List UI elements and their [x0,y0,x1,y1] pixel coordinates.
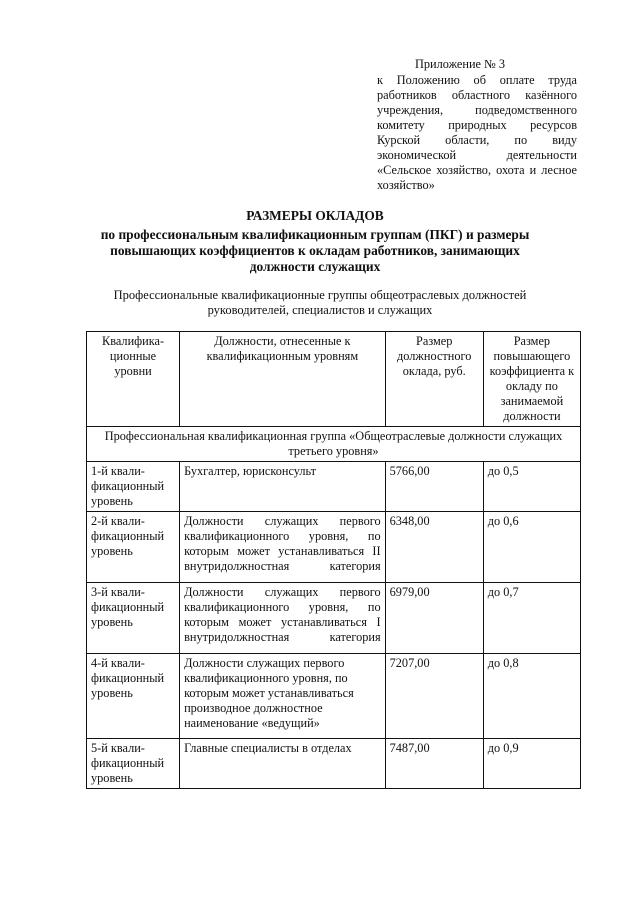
group-title: Профессиональная квалификационная группа «Общеотраслевые должности служащих третьего уровня» [87,427,581,462]
level-cell: 3-й квали-фикационный уровень [87,583,180,654]
coefficient-cell: до 0,8 [483,654,580,739]
table-row [87,739,581,789]
header-levels: Квалифика-ционные уровни [87,332,180,427]
positions-cell: Должности служащих первого квалификационного уровня, по которым может устанавливаться II внутридолжностная категория [180,512,386,583]
table-row [87,512,581,583]
table-row [87,462,581,512]
salary-cell: 6348,00 [385,512,483,583]
level-cell: 2-й квали-фикационный уровень [87,512,180,583]
positions-cell: Бухгалтер, юрисконсульт [180,462,386,512]
appendix-title: Приложение № 3 [415,57,506,71]
section-subtitle: Профессиональные квалификационные группы общеотраслевых должностей руководителей, специалистов и служащих [113,288,527,317]
salary-cell: 7207,00 [385,654,483,739]
header-positions: Должности, отнесенные к квалификационным уровням [180,332,386,427]
appendix-body: к Положению об оплате труда работников областного казённого учреждения, подведомственного комитету природных ресурсов Курской области, по виду экономической деятельности «Сельское хозяйство, охота и лесное хозяйство» [377,73,577,192]
coefficient-cell: до 0,5 [483,462,580,512]
document-title [90,208,540,275]
positions-cell: Главные специалисты в отделах [180,739,386,789]
header-coefficient: Размер повышающего коэффициента к окладу по занимаемой должности [483,332,580,427]
group-row [87,427,581,462]
table-header-row [87,332,581,427]
salary-cell: 6979,00 [385,583,483,654]
salary-cell: 5766,00 [385,462,483,512]
coefficient-cell: до 0,9 [483,739,580,789]
salary-table [86,331,581,789]
coefficient-cell: до 0,7 [483,583,580,654]
salary-cell: 7487,00 [385,739,483,789]
positions-cell: Должности служащих первого квалификационного уровня, по которым может устанавливаться I внутридолжностная категория [180,583,386,654]
title-line-2: по профессиональным квалификационным группам (ПКГ) и размеры повышающих коэффициентов к окладам работников, занимающих должности служащих [100,227,530,274]
title-line-1: РАЗМЕРЫ ОКЛАДОВ [246,208,384,223]
level-cell: 1-й квали-фикационный уровень [87,462,180,512]
level-cell: 5-й квали-фикационный уровень [87,739,180,789]
appendix-note [377,57,577,193]
positions-cell: Должности служащих первого квалификационного уровня, по которым может устанавливаться производное должностное наименование «ведущий» [180,654,386,739]
table-row [87,654,581,739]
table-row [87,583,581,654]
level-cell: 4-й квали-фикационный уровень [87,654,180,739]
header-salary: Размер должностного оклада, руб. [385,332,483,427]
coefficient-cell: до 0,6 [483,512,580,583]
